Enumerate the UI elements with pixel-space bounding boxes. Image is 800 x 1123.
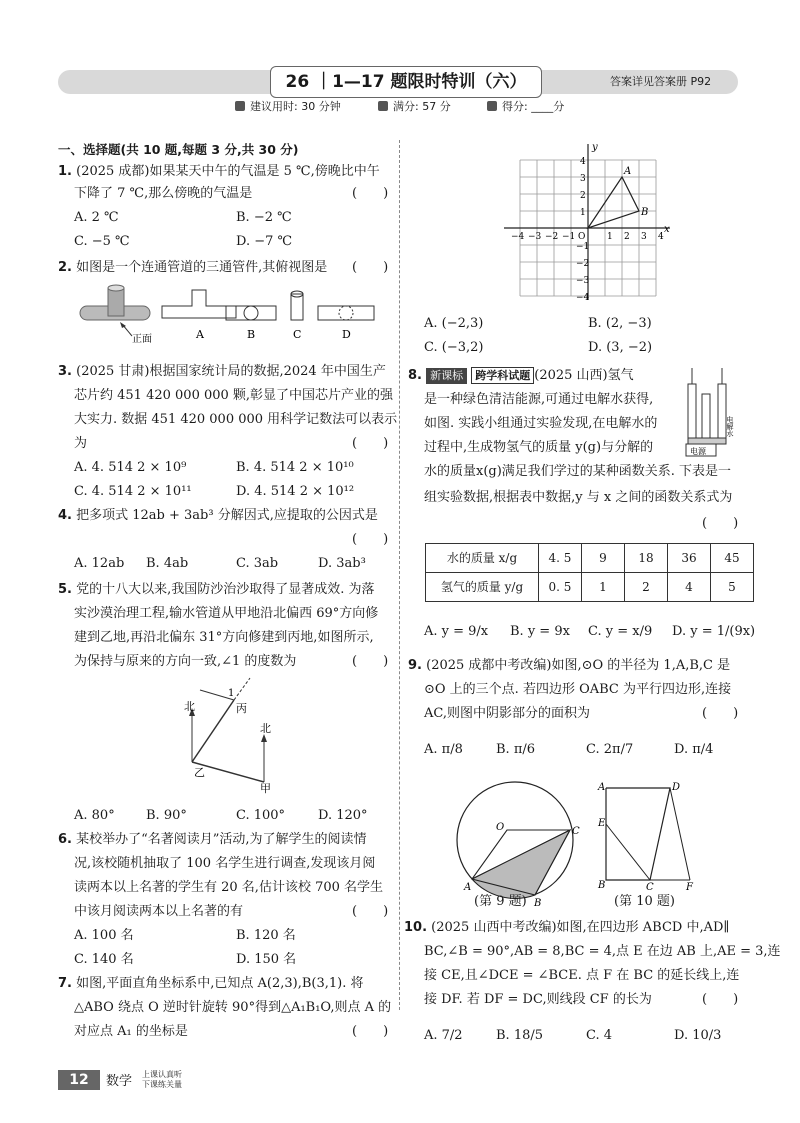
y-tick-label: −4 — [576, 293, 590, 303]
q8-line3: 如图. 实践小组通过实验发现,在电解水的 — [424, 416, 658, 431]
full-meta: 满分: 57 分 — [378, 98, 451, 115]
view-c — [291, 291, 303, 341]
table-cell: 1 — [582, 573, 625, 602]
q5-line4: 为保持与原来的方向一致,∠1 的度数为 — [74, 654, 297, 669]
table-cell: 36 — [668, 544, 711, 573]
table-cell: 9 — [582, 544, 625, 573]
score-meta: 得分: ____分 — [487, 98, 564, 115]
x-tick-label: −2 — [545, 232, 559, 242]
q8-answer-paren[interactable]: ( ) — [702, 516, 739, 531]
q3-line1: 3. (2025 甘肃)根据国家统计局的数据,2024 年中国生产 — [58, 364, 386, 379]
q10-line2: BC,∠B = 90°,AB = 8,BC = 4,点 E 在边 AB 上,AE = 3,连 — [424, 944, 781, 959]
svg-text:O: O — [496, 822, 505, 833]
q8-line4: 过程中,生成物氢气的质量 y(g)与分解的 — [424, 440, 654, 455]
table-row — [426, 544, 754, 573]
table-cell: 0. 5 — [539, 573, 582, 602]
svg-text:C: C — [646, 882, 654, 893]
q3-option-d[interactable]: D. 4. 514 2 × 10¹² — [236, 484, 355, 499]
q3-line3: 大实力. 数据 451 420 000 000 用科学记数法可以表示 — [74, 412, 398, 427]
q4-option-b[interactable]: B. 4ab — [146, 556, 189, 571]
svg-text:B: B — [598, 880, 606, 891]
svg-text:1: 1 — [228, 688, 235, 699]
q8-line5: 水的质量x(g)满足我们学过的某种函数关系. 下表是一 — [424, 464, 732, 479]
q5-line2: 实沙漠治理工程,输水管道从甲地沿北偏西 69°方向修 — [74, 606, 379, 621]
score-icon — [378, 101, 388, 111]
q7-answer-paren[interactable]: ( ) — [352, 1024, 389, 1039]
svg-text:E: E — [598, 818, 606, 829]
q1-option-c[interactable]: C. −5 ℃ — [74, 234, 130, 249]
svg-text:A: A — [196, 328, 204, 341]
view-a — [162, 290, 236, 341]
q9-caption: (第 9 题) — [474, 894, 527, 909]
subject-label: 数学 — [106, 1074, 133, 1089]
table-cell: 4 — [668, 573, 711, 602]
svg-text:C: C — [293, 328, 302, 341]
table-cell: 45 — [711, 544, 754, 573]
svg-text:D: D — [672, 782, 681, 793]
svg-text:A: A — [464, 882, 472, 893]
svg-text:F: F — [686, 882, 693, 893]
new-standard-tag: 新课标 — [426, 368, 467, 384]
svg-text:电源: 电源 — [690, 447, 706, 456]
q3-option-a[interactable]: A. 4. 514 2 × 10⁹ — [74, 460, 187, 475]
q10-option-a[interactable]: A. 7/2 — [424, 1028, 463, 1043]
column-divider — [399, 140, 400, 1010]
q7-option-d[interactable]: D. (3, −2) — [588, 340, 653, 355]
svg-text:x: x — [664, 224, 670, 235]
q9-line1: 9. (2025 成都中考改编)如图,⊙O 的半径为 1,A,B,C 是 — [408, 658, 731, 673]
y-tick-label: 1 — [580, 208, 586, 218]
q6-line4: 中该月阅读两本以上名著的有 — [74, 904, 244, 919]
q7-line2: △ABO 绕点 O 逆时针旋转 90°得到△A₁B₁O,则点 A 的 — [74, 1000, 392, 1015]
q1-option-d[interactable]: D. −7 ℃ — [236, 234, 293, 249]
q4-answer-paren[interactable]: ( ) — [352, 532, 389, 547]
q1-answer-paren[interactable]: ( ) — [352, 186, 389, 201]
q9-circle-figure — [440, 778, 590, 910]
svg-text:北: 北 — [184, 700, 195, 713]
clock-icon — [235, 101, 245, 111]
x-tick-label: −4 — [511, 232, 525, 242]
table-row — [426, 573, 754, 602]
q4-option-a[interactable]: A. 12ab — [74, 556, 125, 571]
x-tick-label: 3 — [641, 232, 647, 242]
q10-line4: 接 DF. 若 DF = DC,则线段 CF 的长为 — [424, 992, 652, 1007]
view-b — [226, 306, 276, 341]
q8-option-c[interactable]: C. y = x/9 — [588, 624, 653, 639]
q9-option-a[interactable]: A. π/8 — [424, 742, 463, 757]
q5-option-c[interactable]: C. 100° — [236, 808, 286, 823]
q1-line2: 下降了 7 ℃,那么傍晚的气温是 — [74, 186, 253, 201]
answer-reference: 答案详见答案册 P92 — [610, 75, 712, 88]
q9-line3: AC,则图中阴影部分的面积为 — [424, 706, 591, 721]
x-tick-label: −3 — [528, 232, 542, 242]
q10-caption: (第 10 题) — [614, 894, 675, 909]
q9-answer-paren[interactable]: ( ) — [702, 706, 739, 721]
q10-quadrilateral-figure — [596, 780, 696, 892]
svg-text:C: C — [572, 826, 580, 837]
y-tick-label: 2 — [580, 191, 586, 201]
view-d — [318, 306, 374, 341]
q7-line3: 对应点 A₁ 的坐标是 — [74, 1024, 188, 1039]
q10-option-d[interactable]: D. 10/3 — [674, 1028, 722, 1043]
y-tick-label: −3 — [576, 276, 590, 286]
x-tick-label: 4 — [658, 232, 664, 242]
svg-text:北: 北 — [260, 722, 271, 735]
q1-line1: 1. (2025 成都)如果某天中午的气温是 5 ℃,傍晚比中午 — [58, 164, 380, 179]
q9-option-c[interactable]: C. 2π/7 — [586, 742, 634, 757]
y-tick-label: −1 — [576, 242, 590, 252]
svg-text:甲: 甲 — [260, 782, 271, 795]
q2-answer-paren[interactable]: ( ) — [352, 260, 389, 275]
svg-text:电解水: 电解水 — [726, 416, 734, 437]
q6-option-c[interactable]: C. 140 名 — [74, 952, 134, 967]
pipe-fitting-image — [80, 285, 150, 336]
q10-line3: 接 CE,且∠DCE = ∠BCE. 点 F 在 BC 的延长线上,连 — [424, 968, 740, 983]
table-cell: 4. 5 — [539, 544, 582, 573]
q6-line2: 况,该校随机抽取了 100 名学生进行调查,发现该月阅 — [74, 856, 376, 871]
q6-option-d[interactable]: D. 150 名 — [236, 952, 297, 967]
q6-line1: 6. 某校举办了“名著阅读月”活动,为了解学生的阅读情 — [58, 832, 367, 847]
q6-option-b[interactable]: B. 120 名 — [236, 928, 296, 943]
q7-line1: 7. 如图,平面直角坐标系中,已知点 A(2,3),B(3,1). 将 — [58, 976, 364, 991]
svg-text:B: B — [247, 328, 256, 341]
y-tick-label: 4 — [580, 157, 586, 167]
y-tick-label: 3 — [580, 174, 586, 184]
q6-option-a[interactable]: A. 100 名 — [74, 928, 134, 943]
q8-line1: 8. 新课标 跨学科试题 (2025 山西)氢气 — [408, 368, 634, 383]
q1-option-a[interactable]: A. 2 ℃ — [74, 210, 119, 225]
q3-line2: 芯片约 451 420 000 000 颗,彰显了中国芯片产业的强 — [74, 388, 394, 403]
svg-text:乙: 乙 — [194, 766, 205, 779]
q4-line1: 4. 把多项式 12ab + 3ab³ 分解因式,应提取的公因式是 — [58, 508, 378, 523]
electrolysis-apparatus-figure — [680, 364, 742, 458]
q9-option-b[interactable]: B. π/6 — [496, 742, 536, 757]
q4-option-c[interactable]: C. 3ab — [236, 556, 279, 571]
q3-answer-paren[interactable]: ( ) — [352, 436, 389, 451]
table-row-header: 水的质量 x/g — [426, 544, 539, 573]
x-tick-label: −1 — [562, 232, 576, 242]
triangle-abo — [588, 177, 639, 228]
y-tick-label: −2 — [576, 259, 590, 269]
svg-text:B: B — [534, 898, 542, 909]
table-cell: 18 — [625, 544, 668, 573]
q5-answer-paren[interactable]: ( ) — [352, 654, 389, 669]
q3-option-b[interactable]: B. 4. 514 2 × 10¹⁰ — [236, 460, 354, 475]
section-title: 一、选择题(共 10 题,每题 3 分,共 30 分) — [58, 142, 299, 157]
q3-option-c[interactable]: C. 4. 514 2 × 10¹¹ — [74, 484, 192, 499]
front-label: 正面 — [132, 334, 152, 345]
table-cell: 2 — [625, 573, 668, 602]
pen-icon — [487, 101, 497, 111]
table-row-header: 氢气的质量 y/g — [426, 573, 539, 602]
x-tick-label: 2 — [624, 232, 630, 242]
q7-option-c[interactable]: C. (−3,2) — [424, 340, 484, 355]
svg-text:y: y — [592, 142, 598, 153]
q5-option-a[interactable]: A. 80° — [74, 808, 115, 823]
q7-option-a[interactable]: A. (−2,3) — [424, 316, 484, 331]
q7-option-b[interactable]: B. (2, −3) — [588, 316, 652, 331]
q6-answer-paren[interactable]: ( ) — [352, 904, 389, 919]
svg-text:A: A — [598, 782, 606, 793]
q10-answer-paren[interactable]: ( ) — [702, 992, 739, 1007]
q8-option-d[interactable]: D. y = 1/(9x) — [672, 624, 756, 639]
q5-option-b[interactable]: B. 90° — [146, 808, 187, 823]
q5-direction-figure — [170, 676, 290, 795]
q8-line2: 是一种绿色清洁能源,可通过电解水获得, — [424, 392, 654, 407]
q4-option-d[interactable]: D. 3ab³ — [318, 556, 366, 571]
cross-subject-tag: 跨学科试题 — [471, 367, 534, 384]
x-tick-label: O — [578, 232, 586, 242]
q3-line4: 为 — [74, 436, 88, 451]
q9-option-d[interactable]: D. π/4 — [674, 742, 714, 757]
q2-line1: 2. 如图是一个连通管道的三通管件,其俯视图是 — [58, 260, 328, 275]
page-number: 12 — [58, 1070, 100, 1090]
svg-text:丙: 丙 — [236, 702, 247, 715]
q5-option-d[interactable]: D. 120° — [318, 808, 368, 823]
q10-option-c[interactable]: C. 4 — [586, 1028, 613, 1043]
q8-option-a[interactable]: A. y = 9/x — [424, 624, 489, 639]
time-meta: 建议用时: 30 分钟 — [235, 98, 341, 115]
page-title: 26 ｜1—17 题限时特训（六） — [270, 66, 542, 98]
q5-line3: 建到乙地,再沿北偏东 31°方向修建到丙地,如图所示, — [74, 630, 374, 645]
q7-coordinate-grid — [500, 140, 680, 310]
x-tick-label: 1 — [607, 232, 613, 242]
q8-option-b[interactable]: B. y = 9x — [510, 624, 570, 639]
q10-line1: 10. (2025 山西中考改编)如图,在四边形 ABCD 中,AD∥ — [404, 920, 730, 935]
svg-text:D: D — [342, 328, 351, 341]
q10-option-b[interactable]: B. 18/5 — [496, 1028, 544, 1043]
table-cell: 5 — [711, 573, 754, 602]
q2-figure — [70, 284, 390, 344]
svg-text:A: A — [624, 166, 632, 177]
svg-text:B: B — [641, 207, 649, 218]
footer-slogan: 上课认真听 下课练关量 — [142, 1070, 182, 1089]
q8-line6: 组实验数据,根据表中数据,y 与 x 之间的函数关系式为 — [424, 490, 733, 505]
q5-line1: 5. 党的十八大以来,我国防沙治沙取得了显著成效. 为落 — [58, 582, 375, 597]
q1-option-b[interactable]: B. −2 ℃ — [236, 210, 292, 225]
q6-line3: 读两本以上名著的学生有 20 名,估计该校 700 名学生 — [74, 880, 384, 895]
q8-data-table — [425, 543, 754, 602]
q9-line2: ⊙O 上的三个点. 若四边形 OABC 为平行四边形,连接 — [424, 682, 732, 697]
